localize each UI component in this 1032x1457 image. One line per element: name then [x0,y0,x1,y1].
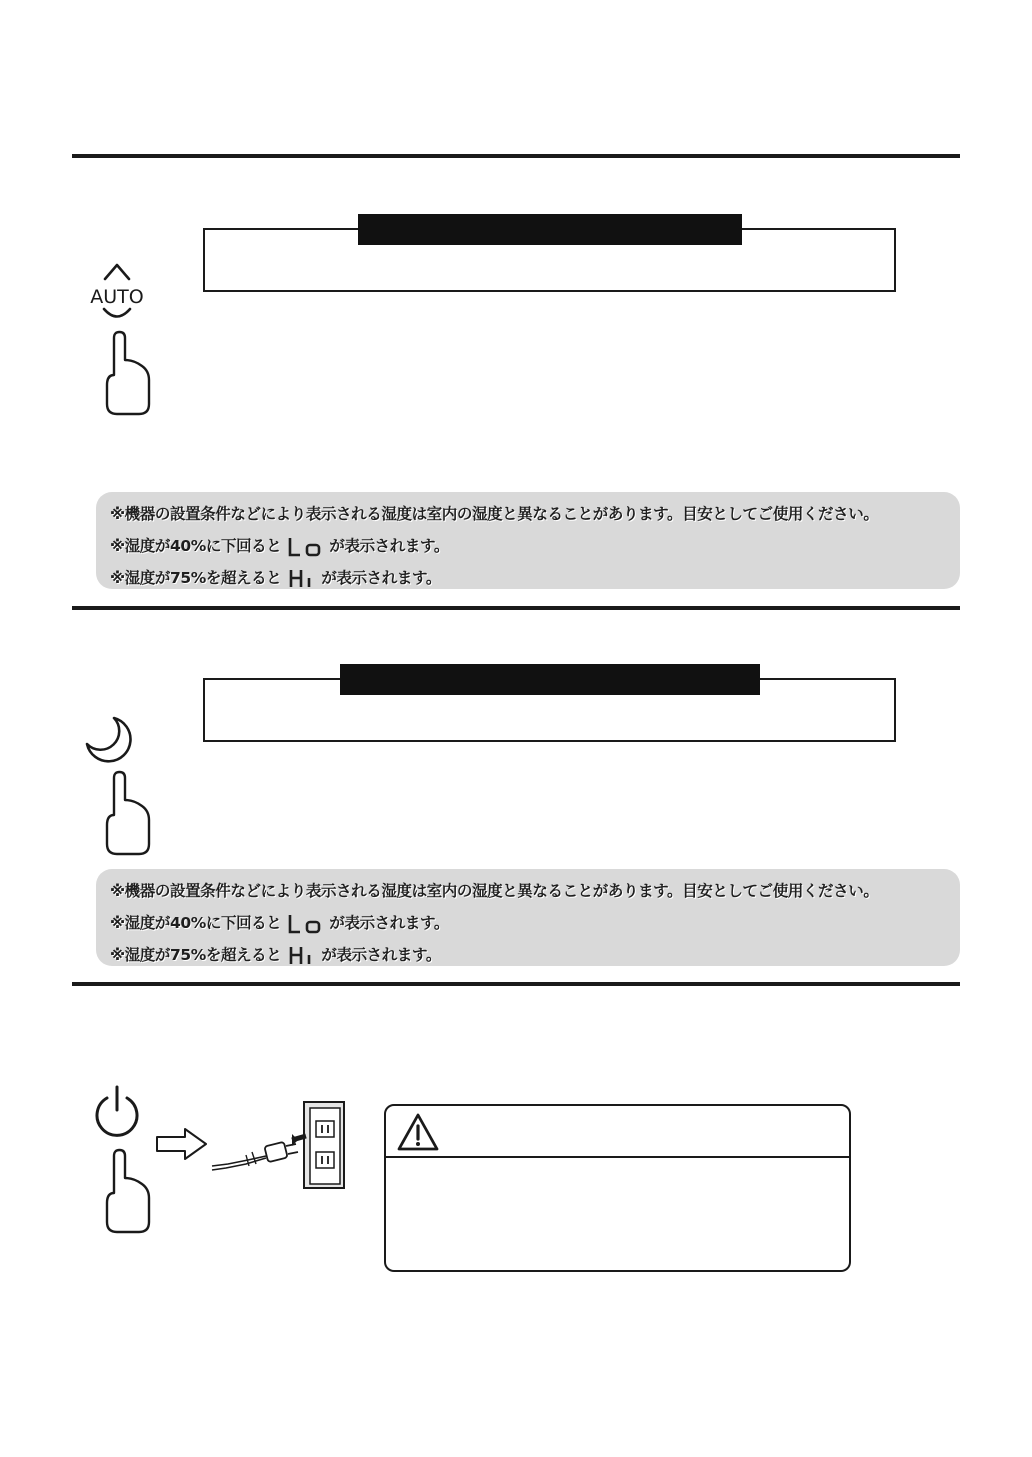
note-suffix: が表示されます。 [329,914,449,932]
note-line [110,562,960,594]
note-suffix: が表示されます。 [329,537,449,555]
auto-humidity-icon [84,262,150,322]
note-line: ※機器の設置条件などにより表示される湿度は室内の湿度と異なることがあります。目安としてご使用ください。 [110,505,879,523]
note-suffix: が表示されます。 [321,569,441,587]
right-arrow-icon [155,1127,209,1161]
finger-press-icon [104,770,152,856]
moon-icon [82,714,138,766]
warning-triangle-icon [396,1112,440,1152]
unplug-outlet-illustration [208,1100,348,1192]
note-prefix: ※湿度が75%を超えると [110,569,282,587]
finger-press-icon [104,1148,152,1234]
note-line [110,907,960,939]
note-prefix: ※湿度が75%を超えると [110,946,282,964]
section-divider [72,154,960,158]
auto-title-bar [358,214,742,245]
warning-divider [386,1156,849,1158]
auto-notes-box [96,492,960,589]
sleep-title-bar [340,664,760,695]
note-line [110,939,960,971]
auto-icon-label: AUTO [90,286,144,308]
note-prefix: ※湿度が40%に下回ると [110,914,282,932]
note-line [110,530,960,562]
note-prefix: ※湿度が40%に下回ると [110,537,282,555]
finger-press-icon [104,330,152,416]
sleep-notes-box [96,869,960,966]
note-line: ※機器の設置条件などにより表示される湿度は室内の湿度と異なることがあります。目安としてご使用ください。 [110,882,879,900]
power-icon [92,1084,142,1140]
note-suffix: が表示されます。 [321,946,441,964]
lo-display-icon [287,536,323,558]
lo-display-icon [287,913,323,935]
hi-display-icon [287,945,315,967]
section-divider [72,982,960,986]
warning-box [384,1104,851,1272]
hi-display-icon [287,568,315,590]
section-divider [72,606,960,610]
